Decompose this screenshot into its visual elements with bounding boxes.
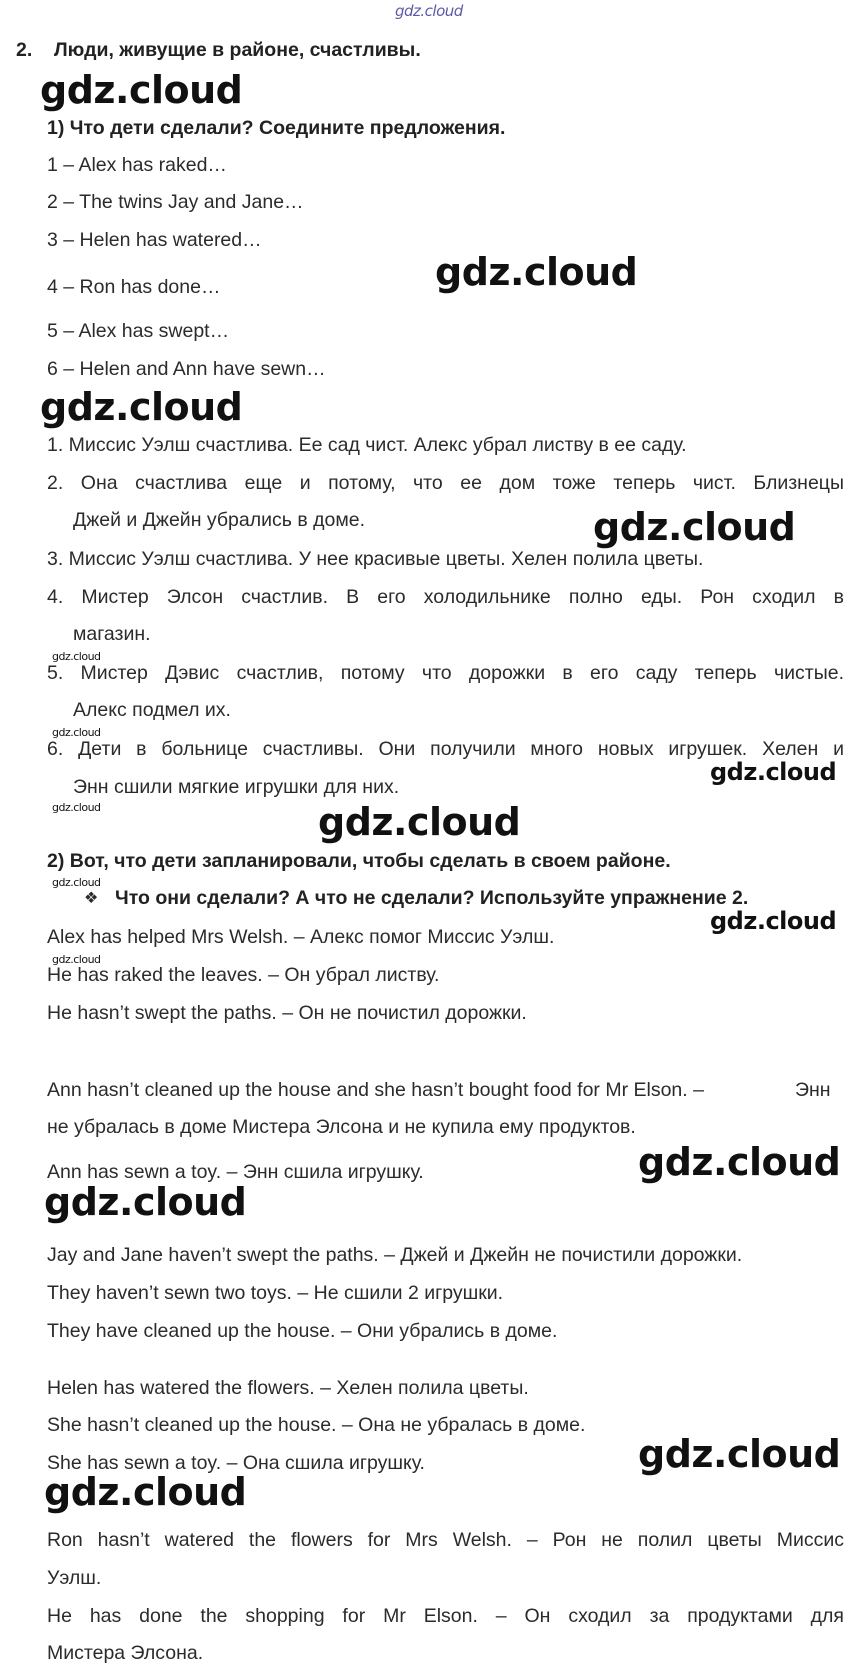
watermark-small: gdz.cloud [52, 801, 101, 814]
watermark: gdz.cloud [44, 1180, 247, 1224]
twins-line-3: They have cleaned up the house. – Они убрались в доме. [47, 1320, 558, 1342]
watermark: gdz.cloud [638, 1140, 841, 1184]
answer-5-line2: Алекс подмел их. [73, 699, 231, 721]
sentence-start-2: 2 – The twins Jay and Jane… [47, 191, 304, 213]
alex-line-1: Alex has helped Mrs Welsh. – Алекс помог Миссис Уэлш. [47, 926, 555, 948]
ron-line-3: He has done the shopping for Mr Elson. – Он сходил за продуктами для [47, 1605, 844, 1627]
exercise-title: Люди, живущие в районе, счастливы. [54, 39, 421, 61]
watermark: gdz.cloud [638, 1432, 841, 1476]
answer-4-line2: магазин. [73, 623, 151, 645]
ann-line-2: не убралась в доме Мистера Элсона и не купила ему продуктов. [47, 1116, 636, 1138]
twins-line-2: They haven’t sewn two toys. – Не сшили 2 игрушки. [47, 1282, 504, 1304]
watermark-small: gdz.cloud [52, 953, 101, 966]
answer-2-line2: Джей и Джейн убрались в доме. [73, 509, 365, 531]
task1-title: 1) Что дети сделали? Соедините предложения. [47, 117, 506, 139]
answer-4-line1: 4. Мистер Элсон счастлив. В его холодильнике полно еды. Рон сходил в [47, 586, 844, 608]
answer-1: 1. Миссис Уэлш счастлива. Ее сад чист. Алекс убрал листву в ее саду. [47, 434, 687, 456]
sentence-start-3: 3 – Helen has watered… [47, 229, 262, 251]
ron-line-2: Уэлш. [47, 1567, 102, 1589]
watermark: gdz.cloud [593, 505, 796, 549]
task2-subtitle: Что они сделали? А что не сделали? Используйте упражнение 2. [115, 887, 749, 909]
ann-line-1: Ann hasn’t cleaned up the house and she hasn’t bought food for Mr Elson. – [47, 1079, 704, 1101]
watermark-small: gdz.cloud [52, 876, 101, 889]
helen-line-1: Helen has watered the flowers. – Хелен полила цветы. [47, 1377, 529, 1399]
watermark-small: gdz.cloud [52, 650, 101, 663]
ron-line-4: Мистера Элсона. [47, 1642, 204, 1664]
answer-6-line1: 6. Дети в больнице счастливы. Они получили много новых игрушек. Хелен и [47, 738, 844, 760]
ann-line-1-tail: Энн [795, 1079, 831, 1101]
ann-line-3: Ann has sewn a toy. – Энн сшила игрушку. [47, 1161, 424, 1183]
task2-title: 2) Вот, что дети запланировали, чтобы сделать в своем районе. [47, 850, 671, 872]
sentence-start-6: 6 – Helen and Ann have sewn… [47, 358, 326, 380]
answer-6-line2: Энн сшили мягкие игрушки для них. [73, 776, 400, 798]
helen-line-3: She has sewn a toy. – Она сшила игрушку. [47, 1452, 425, 1474]
ron-line-1: Ron hasn’t watered the flowers for Mrs Welsh. – Рон не полил цветы Миссис [47, 1529, 844, 1551]
alex-line-3: He hasn’t swept the paths. – Он не почистил дорожки. [47, 1002, 527, 1024]
watermark: gdz.cloud [318, 800, 521, 844]
watermark: gdz.cloud [710, 758, 837, 786]
four-diamond-bullet-icon: ❖ [84, 890, 99, 907]
watermark: gdz.cloud [40, 68, 243, 112]
answer-2-line1: 2. Она счастлива еще и потому, что ее дом тоже теперь чист. Близнецы [47, 472, 844, 494]
sentence-start-4: 4 – Ron has done… [47, 276, 221, 298]
watermark: gdz.cloud [710, 907, 837, 935]
answer-5-line1: 5. Мистер Дэвис счастлив, потому что дорожки в его саду теперь чистые. [47, 662, 844, 684]
watermark: gdz.cloud [435, 250, 638, 294]
watermark: gdz.cloud [44, 1470, 247, 1514]
sentence-start-1: 1 – Alex has raked… [47, 154, 227, 176]
helen-line-2: She hasn’t cleaned up the house. – Она не убралась в доме. [47, 1414, 586, 1436]
watermark-small: gdz.cloud [52, 726, 101, 739]
twins-line-1: Jay and Jane haven’t swept the paths. – Джей и Джейн не почистили дорожки. [47, 1244, 743, 1266]
exercise-number: 2. [16, 39, 33, 61]
alex-line-2: He has raked the leaves. – Он убрал листву. [47, 964, 440, 986]
watermark-top: gdz.cloud [395, 2, 463, 20]
watermark: gdz.cloud [40, 385, 243, 429]
sentence-start-5: 5 – Alex has swept… [47, 320, 230, 342]
answer-3: 3. Миссис Уэлш счастлива. У нее красивые цветы. Хелен полила цветы. [47, 548, 704, 570]
